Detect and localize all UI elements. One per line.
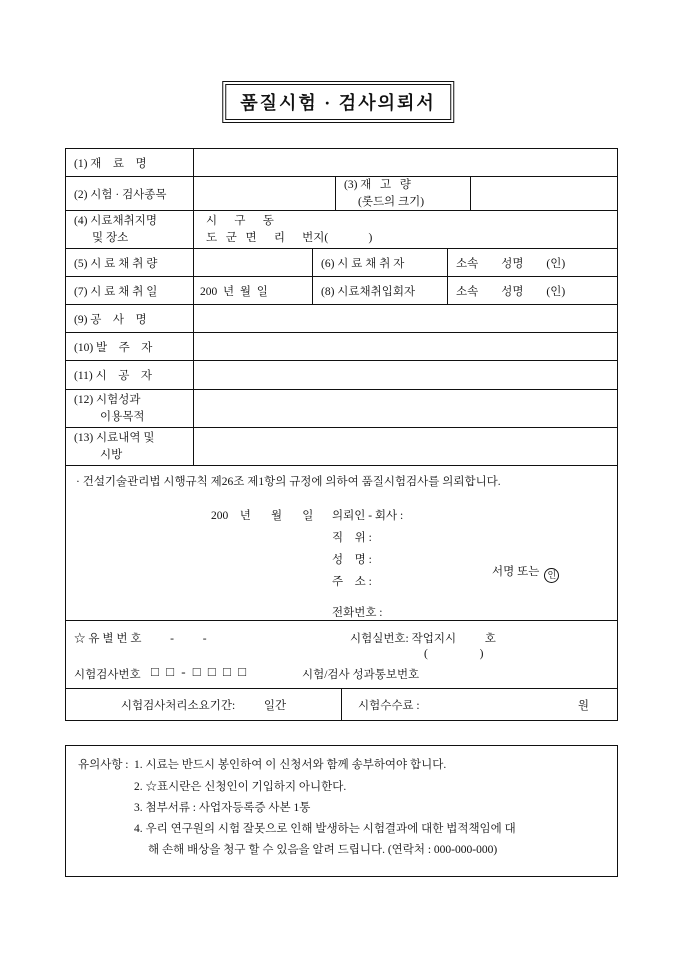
test-purpose-label-line2: 이용목적 (100, 410, 145, 423)
row-test-items (66, 177, 617, 211)
test-items-label: (2) 시험 · 검사종목 (66, 177, 194, 210)
note-item-2: 2. ☆표시란은 신청인이 기입하지 아니한다. (134, 781, 347, 793)
test-purpose-label-line1: (12) 시험성과 (74, 394, 141, 407)
row-material-name (66, 149, 617, 177)
sampling-place-label-line1: (4) 시료채취지명 (74, 215, 157, 228)
row-client (66, 333, 617, 361)
star-number-label: ☆ 유 별 번 호 - - (74, 633, 207, 645)
row-sample-amount (66, 249, 617, 277)
sampling-place-value-line1: 시 구 동 (206, 215, 274, 228)
note-item-1: 1. 시료는 반드시 봉인하여 이 신청서와 함께 송부하여야 합니다. (134, 759, 447, 771)
sample-detail-label-line1: (13) 시료내역 및 (74, 432, 155, 445)
lab-number-label: 시험실번호: 작업지시 호 (350, 633, 496, 645)
note-item-4: 4. 우리 연구원의 시험 잘못으로 인해 발생하는 시험결과에 대한 법적책임에 대 (134, 823, 516, 835)
notes-box (65, 745, 618, 877)
project-name-value (194, 305, 617, 332)
name-label: 성 명 : (332, 554, 372, 566)
lab-number-paren: ( ) (424, 648, 484, 660)
test-fee (342, 689, 617, 720)
test-number-boxes: □ □ - □ □ □ □ (151, 664, 248, 679)
sample-detail-label (66, 428, 194, 465)
row-sampling-place (66, 211, 617, 249)
contractor-label: (11) 시 공 자 (66, 361, 194, 389)
form-table (65, 148, 618, 721)
sampling-date-value: 200 년 월 일 (194, 277, 313, 304)
declaration-section (66, 466, 617, 621)
phone-label: 전화번호 : (332, 607, 383, 619)
requester-label: 의뢰인 - 회사 : (332, 510, 404, 522)
note-item-3: 3. 첨부서류 : 사업자등록증 사본 1통 (134, 802, 311, 814)
report-number-label: 시험/검사 성과통보번호 (302, 669, 420, 681)
witness-value: 소속 성명 (인) (456, 285, 566, 298)
signature-note-text: 서명 또는 (492, 566, 540, 578)
project-name-label: (9) 공 사 명 (66, 305, 194, 332)
material-name-label: (1) 재 료 명 (66, 149, 194, 176)
sample-detail-label-line2: 시방 (100, 448, 123, 461)
sample-amount-value (194, 249, 313, 276)
test-fee-label: 시험수수료 : (358, 699, 420, 712)
stock-quantity-label-line2: (롯드의 크기) (358, 195, 425, 208)
form-title-box (222, 81, 454, 123)
sample-detail-value (194, 428, 617, 465)
form-title: 품질시험 · 검사의뢰서 (225, 84, 451, 120)
sampler-label: (6) 시 료 채 취 자 (313, 249, 448, 276)
test-purpose-value (194, 390, 617, 427)
witness-label: (8) 시료채취입회자 (313, 277, 448, 304)
sampling-place-label-line2: 및 장소 (92, 231, 129, 244)
row-sampling-date (66, 277, 617, 305)
row-contractor (66, 361, 617, 390)
numbering-section (66, 621, 617, 689)
test-number-label: 시험검사번호 (74, 669, 141, 681)
test-fee-unit: 원 (577, 699, 589, 712)
sampling-place-value-line2: 도 군 면 리 번지( ) (206, 231, 373, 244)
seal-icon: 인 (544, 568, 559, 583)
sampling-place-value (194, 211, 617, 248)
test-items-value (194, 177, 336, 210)
note-item-4-continued: 해 손해 배상을 청구 할 수 있음을 알려 드립니다. (연락처 : 000-000-000) (148, 844, 498, 856)
row-duration-fee (66, 689, 617, 720)
contractor-value (194, 361, 617, 389)
address-label: 주 소 : (332, 576, 372, 588)
sampler-value: 소속 성명 (인) (456, 257, 566, 270)
notes-heading: 유의사항 : (78, 759, 129, 771)
declaration-date: 200 년 월 일 (211, 510, 314, 522)
position-label: 직 위 : (332, 532, 372, 544)
signature-or-seal-note (469, 551, 559, 595)
row-test-purpose (66, 390, 617, 428)
client-label: (10) 발 주 자 (66, 333, 194, 360)
stock-quantity-label-line1: (3) 재 고 량 (344, 179, 411, 192)
declaration-text: · 건설기술관리법 시행규칙 제26조 제1항의 규정에 의하여 품질시험검사를 의뢰합니다. (76, 476, 501, 488)
stock-quantity-value (471, 177, 617, 210)
sample-amount-label: (5) 시 료 채 취 량 (66, 249, 194, 276)
stock-quantity-label (336, 177, 471, 210)
processing-duration: 시험검사처리소요기간: 일간 (66, 689, 342, 720)
client-value (194, 333, 617, 360)
row-project-name (66, 305, 617, 333)
sampling-place-label (66, 211, 194, 248)
sampling-date-label: (7) 시 료 채 취 일 (66, 277, 194, 304)
row-sample-detail (66, 428, 617, 466)
material-name-value (194, 149, 617, 176)
test-purpose-label (66, 390, 194, 427)
